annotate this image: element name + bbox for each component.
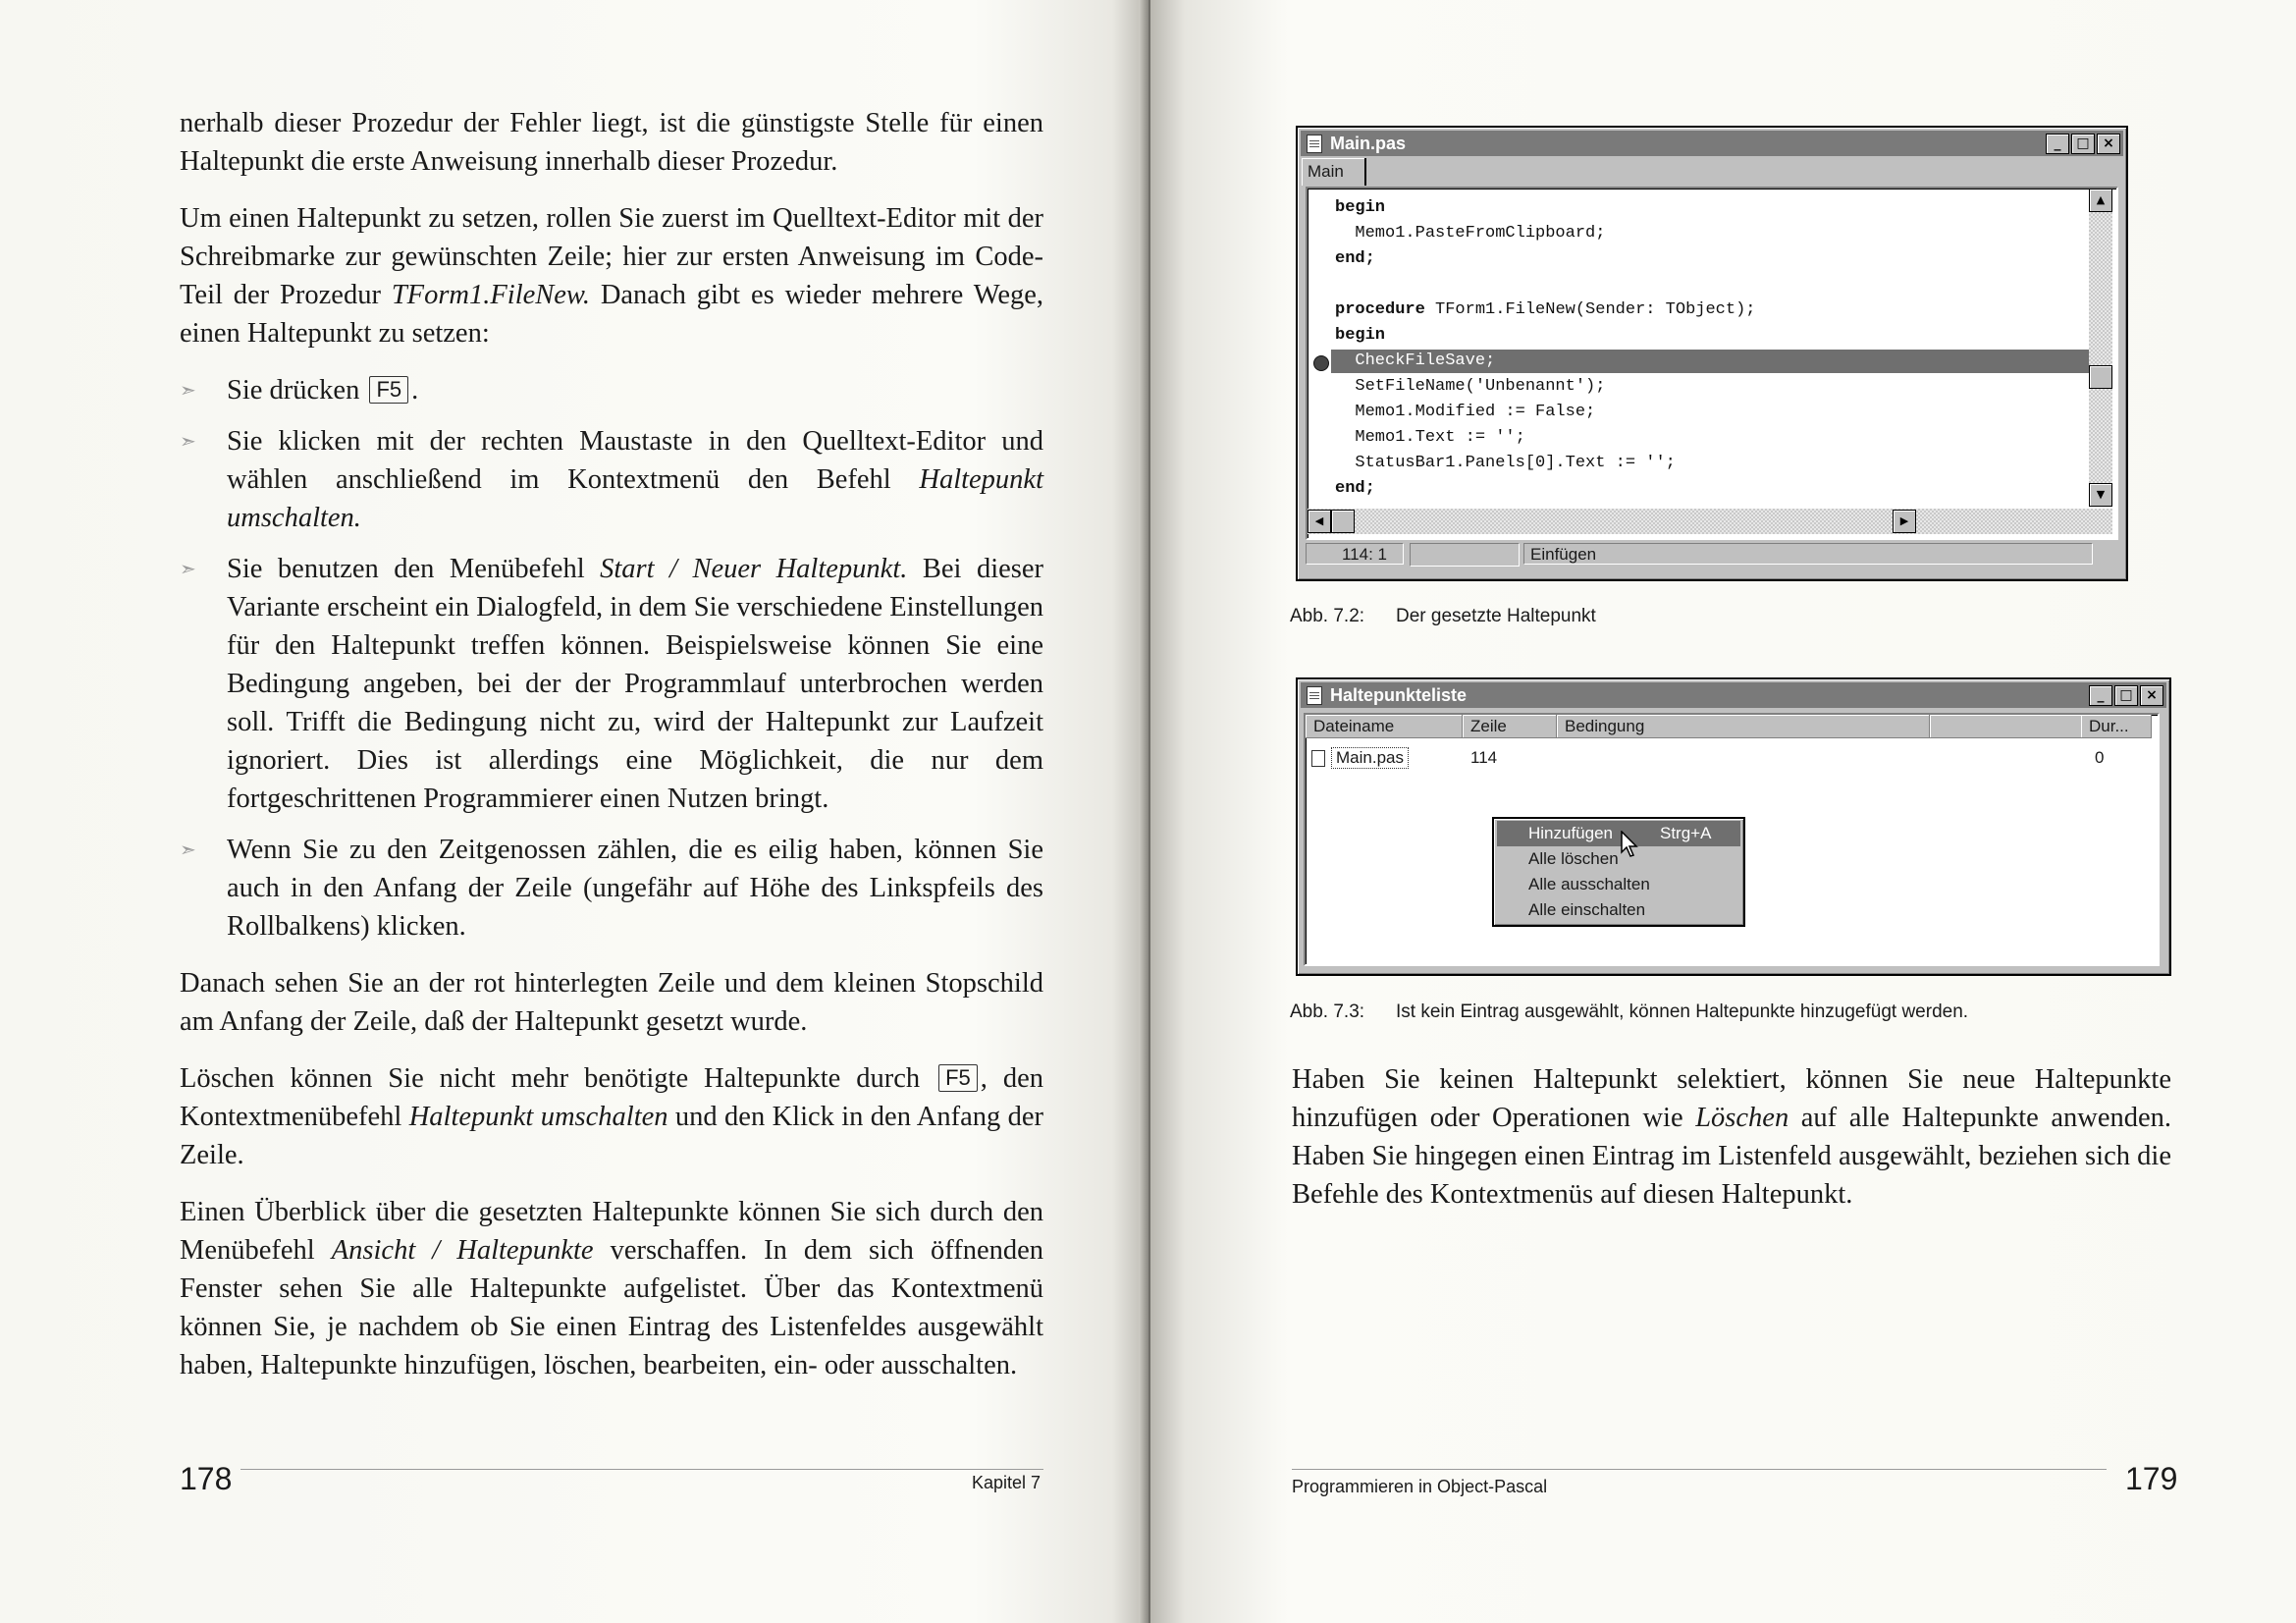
status-mode: Einfügen: [1523, 543, 2093, 565]
file-icon: [1307, 135, 1322, 153]
scroll-left-icon[interactable]: ◀: [1308, 510, 1331, 533]
code-line: SetFileName('Unbenannt');: [1335, 377, 1606, 396]
footer-rule: [240, 1469, 1043, 1470]
paragraph: Um einen Haltepunkt zu setzen, rollen Sie zuerst im Quelltext-Editor mit der Schreibmarke zur gewünschten Zeile; hier zur ersten Anweisung im Code-Teil der Prozedur TForm1.FileNew. Danach gibt es wieder mehrere Wege, einen Haltepunkt zu setzen:: [180, 203, 1043, 349]
figure-caption: Abb. 7.3: Ist kein Eintrag ausgewählt, können Haltepunkte hinzugefügt werden.: [1290, 1001, 1969, 1022]
close-icon[interactable]: ×: [2140, 685, 2163, 706]
code-area: [1308, 189, 2083, 538]
breakpoint-list[interactable]: [1304, 713, 2160, 966]
context-menu: [1492, 817, 1745, 927]
file-icon: [1311, 750, 1325, 767]
key-cap: F5: [369, 376, 408, 404]
key-cap: F5: [938, 1064, 978, 1092]
horizontal-scrollbar[interactable]: [1308, 509, 2112, 534]
footer-rule: [1292, 1469, 2107, 1470]
column-header-duration[interactable]: Dur...: [2081, 715, 2152, 738]
code-line: procedure TForm1.FileNew(Sender: TObject);: [1335, 300, 1756, 319]
paragraph: nerhalb dieser Prozedur der Fehler liegt, ist die günstigste Stelle für einen Haltepunkt die erste Anweisung innerhalb dieser Prozedur.: [180, 108, 1043, 177]
window-buttons: [2046, 134, 2120, 154]
breakpoint-list-window: [1296, 677, 2171, 976]
arrow-bullet-icon: ➣: [180, 557, 196, 580]
mouse-cursor-icon: [1620, 831, 1641, 860]
arrow-bullet-icon: ➣: [180, 429, 196, 453]
code-line: Memo1.PasteFromClipboard;: [1335, 224, 1606, 243]
column-header-condition[interactable]: Bedingung: [1557, 715, 1930, 738]
code-line: end;: [1335, 249, 1375, 268]
column-header-file[interactable]: Dateiname: [1306, 715, 1463, 738]
menu-item-add[interactable]: Hinzufügen Strg+A: [1497, 821, 1740, 846]
scroll-up-icon[interactable]: ▲: [2089, 189, 2112, 212]
minimize-icon[interactable]: _: [2089, 685, 2112, 706]
menu-shortcut: Strg+A: [1660, 824, 1712, 842]
page-number: 178: [180, 1461, 233, 1496]
scroll-thumb[interactable]: [1331, 510, 1355, 533]
paragraph: Haben Sie keinen Haltepunkt selektiert, können Sie neue Haltepunkte hinzufügen oder Operationen wie Löschen auf alle Haltepunkte anwenden. Haben Sie hingegen einen Eintrag im Listenfeld ausgewählt, beziehen sich die Befehle des Kontextmenüs auf diesen Haltepunkt.: [1292, 1064, 2172, 1210]
row-line: 114: [1470, 748, 1498, 767]
stop-sign-icon[interactable]: [1313, 355, 1329, 371]
scroll-right-icon[interactable]: ▶: [1893, 510, 1916, 533]
file-icon: [1307, 686, 1322, 705]
window-buttons: [2089, 685, 2163, 706]
code-line: begin: [1335, 198, 1386, 217]
bullet-item: ➣ Sie drücken F5 .: [180, 371, 1043, 409]
figure-caption: Abb. 7.2: Der gesetzte Haltepunkt: [1290, 606, 1596, 626]
code-line: Memo1.Text := '';: [1335, 428, 1525, 447]
code-line: end;: [1335, 479, 1375, 498]
vertical-scrollbar[interactable]: [2089, 189, 2112, 507]
editor-window: [1296, 126, 2128, 581]
arrow-bullet-icon: ➣: [180, 838, 196, 861]
minimize-icon[interactable]: _: [2046, 134, 2069, 154]
column-header-line[interactable]: Zeile: [1463, 715, 1557, 738]
maximize-icon[interactable]: □: [2114, 685, 2138, 706]
page-number: 179: [2125, 1461, 2178, 1496]
scroll-down-icon[interactable]: ▼: [2089, 483, 2112, 507]
code-line: StatusBar1.Panels[0].Text := '';: [1335, 454, 1676, 472]
code-line: begin: [1335, 326, 1386, 345]
left-page: [0, 0, 1147, 1623]
scroll-thumb[interactable]: [2089, 365, 2112, 389]
close-icon[interactable]: ×: [2097, 134, 2120, 154]
bullet-item: ➣ Wenn Sie zu den Zeitgenossen zählen, die es eilig haben, können Sie auch in den Anfang der Zeile (ungefähr auf Höhe des Linkspfeils des Rollbalkens) klicken.: [180, 831, 1043, 946]
bullet-item: ➣ Sie benutzen den Menübefehl Start / Neuer Haltepunkt. Bei dieser Variante erscheint ein Dialogfeld, in dem Sie verschiedene Einstellungen für den Haltepunkt treffen können. Beispielsweise können Sie eine Bedingung angeben, bei der der Programmlauf unterbrochen werden soll. Trifft die Bedingung nicht zu, wird der Haltepunkt zur Laufzeit ignoriert. Dies ist allerdings eine Möglichkeit, die nur dem fortgeschrittenen Programmierer einen Nutzen bringt.: [180, 550, 1043, 818]
bullet-list: [180, 371, 1043, 946]
list-titlebar: Haltepunkteliste _ □ ×: [1301, 682, 2166, 708]
breakpoint-line: CheckFileSave;: [1331, 350, 2107, 373]
table-row[interactable]: [1309, 746, 2150, 770]
row-duration: 0: [2095, 748, 2105, 767]
status-panel: [1410, 543, 1520, 567]
footer-book-title: Programmieren in Object-Pascal: [1292, 1477, 1548, 1496]
menu-item-enable-all[interactable]: Alle einschalten: [1528, 900, 1646, 919]
editor-titlebar: Main.pas _ □ ×: [1301, 131, 2123, 156]
footer-chapter: Kapitel 7: [972, 1473, 1041, 1492]
menu-item-disable-all[interactable]: Alle ausschalten: [1528, 875, 1650, 893]
right-page: [1150, 0, 2296, 1623]
bullet-item: ➣ Sie klicken mit der rechten Maustaste in den Quelltext-Editor und wählen anschließend im Kontextmenü den Befehl Haltepunkt umschalten.: [180, 422, 1043, 537]
paragraph: Einen Überblick über die gesetzten Haltepunkte können Sie sich durch den Menübefehl Ansicht / Haltepunkte verschaffen. In dem sich öffnenden Fenster sehen Sie alle Haltepunkte aufgelistet. Über das Kontextmenü können Sie, je nachdem ob Sie einen Eintrag des Listenfeldes ausgewählt haben, Haltepunkte hinzufügen, löschen, bearbeiten, ein- oder ausschalten.: [180, 1197, 1043, 1380]
status-position: 114: 1: [1306, 543, 1404, 565]
paragraph: Danach sehen Sie an der rot hinterlegten Zeile und dem kleinen Stopschild am Anfang der Zeile, daß der Haltepunkt gesetzt wurde.: [180, 968, 1043, 1037]
right-body-text: [1292, 1060, 2171, 1232]
maximize-icon[interactable]: □: [2071, 134, 2095, 154]
paragraph: Löschen können Sie nicht mehr benötigte Haltepunkte durch F5 , den Kontextmenübefehl Haltepunkt umschalten und den Klick in den Anfang der Zeile.: [180, 1063, 1043, 1170]
arrow-bullet-icon: ➣: [180, 378, 196, 402]
row-filename: Main.pas: [1331, 747, 1409, 769]
code-line: Memo1.Modified := False;: [1335, 403, 1596, 421]
code-editor[interactable]: [1306, 187, 2118, 540]
left-body-text: [180, 104, 1043, 1403]
tab-main[interactable]: Main: [1302, 158, 1366, 186]
menu-item-delete-all[interactable]: Alle löschen: [1528, 849, 1619, 868]
status-bar: [1302, 540, 2122, 569]
